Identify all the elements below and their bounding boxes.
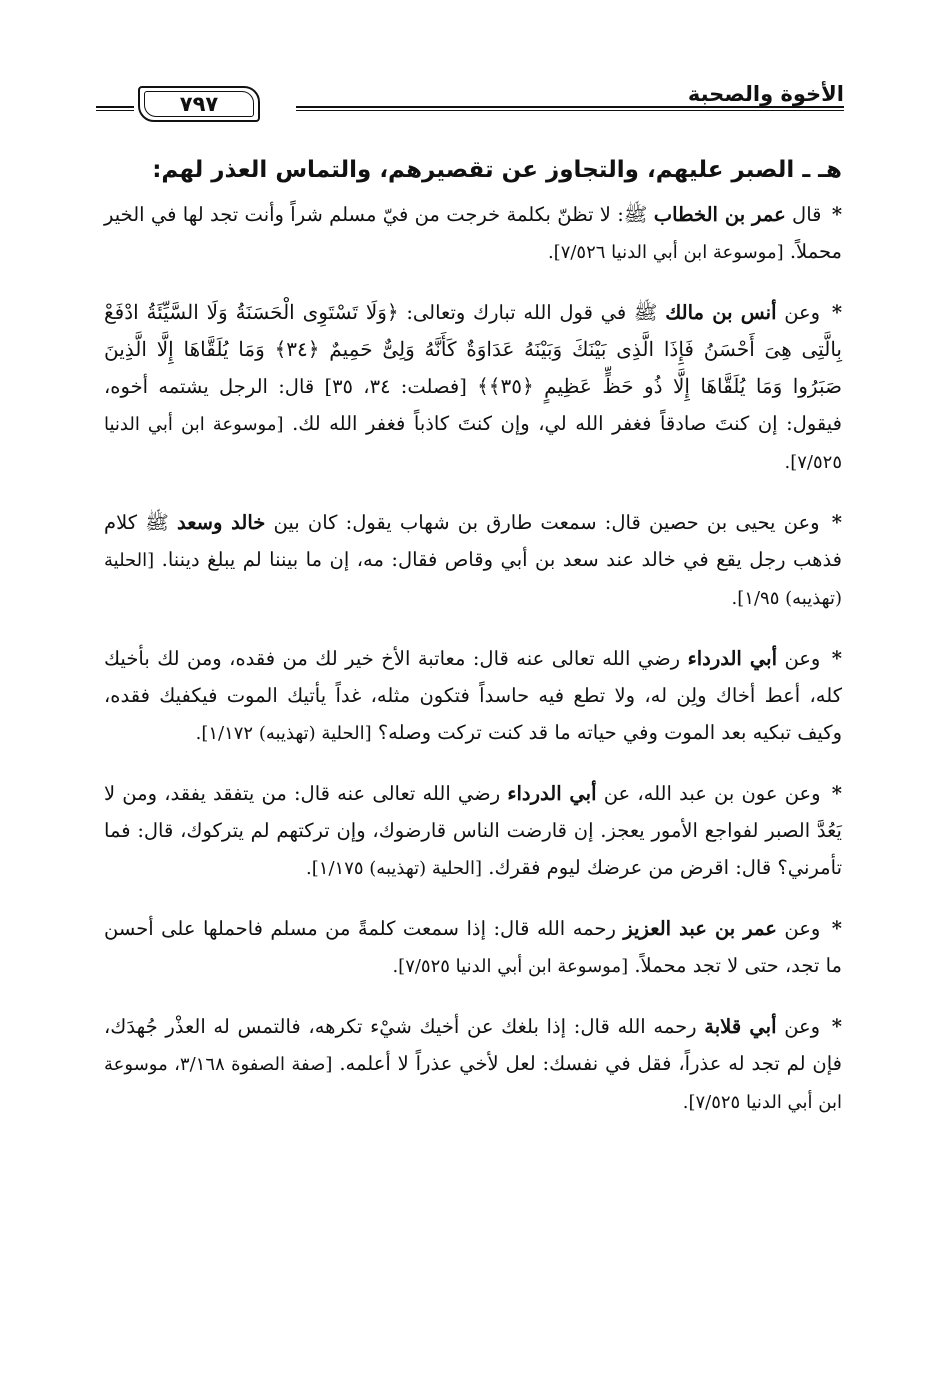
- source-citation: [موسوعة ابن أبي الدنيا ٧/٥٢٥].: [392, 956, 629, 977]
- source-citation: [موسوعة ابن أبي الدنيا ٧/٥٢٥].: [104, 414, 842, 473]
- narrator-name: أنس بن مالك: [665, 301, 777, 324]
- source-citation: [الحلية (تهذيبه) ١/٩٥].: [104, 550, 842, 609]
- paragraph: * وعن أنس بن مالك ﷺ في قول الله تبارك وتعالى: ﴿وَلَا تَسْتَوِى الْحَسَنَةُ وَلَا السَّيِّئَةُ ادْفَعْ بِالَّتِى هِىَ أَحْسَنُ فَإِذَا الَّذِى بَيْنَكَ وَبَيْنَهُ عَدَاوَةٌ كَأَنَّهُ وَلِىٌّ حَمِيمٌ ﴿٣٤﴾ وَمَا يُلَقَّاهَا إِلَّا الَّذِينَ صَبَرُوا وَمَا يُلَقَّاهَا إِلَّا ذُو حَظٍّ عَظِيمٍ ﴿٣٥﴾﴾ [فصلت: ٣٤، ٣٥] قال: الرجل يشتمه أخوه، فيقول: إن كنتَ صادقاً فغفر الله لي، وإن كنتَ كاذباً فغفر الله لك. [موسوعة ابن أبي الدنيا ٧/٥٢٥].: [104, 300, 843, 473]
- page-number: ٧٩٧: [144, 91, 254, 117]
- narrator-name: عمر بن عبد العزيز: [623, 917, 777, 940]
- honorific: ﷺ: [633, 301, 658, 324]
- section-heading: هـ ـ الصبر عليهم، والتجاوز عن تقصيرهم، والتماس العذر لهم:: [152, 157, 842, 183]
- honorific: ﷺ: [623, 203, 648, 226]
- paragraph: * وعن عمر بن عبد العزيز رحمه الله قال: إذا سمعت كلمةً من مسلم فاحملها على أحسن ما تجد، حتى لا تجد محملاً. [موسوعة ابن أبي الدنيا ٧/٥٢٥].: [104, 917, 842, 977]
- source-citation: [الحلية (تهذيبه) ١/١٧٢].: [195, 723, 372, 744]
- paragraph: * وعن عون بن عبد الله، عن أبي الدرداء رضي الله تعالى عنه قال: من يتفقد يفقد، ومن لا يَعُدَّ الصبر لفواجع الأمور يعجز. إن قارضت الناس قارضوك، وإن تركتهم لم يتركوك، قال: فما تأمرني؟ قال: اقرض من عرضك ليوم فقرك. [الحلية (تهذيبه) ١/١٧٥].: [104, 782, 842, 879]
- narrator-name: أبي الدرداء: [687, 647, 777, 670]
- paragraph: * وعن أبي الدرداء رضي الله تعالى عنه قال: معاتبة الأخ خير لك من فقده، ومن لك بأخيك كله، أعط أخاك ولِن له، ولا تطع فيه حاسداً فتكون مثله، غداً يأتيك الموت فيكفيك فقده، وكيف تبكيه بعد الموت وفي حياته ما قد كنت تركت وصله؟ [الحلية (تهذيبه) ١/١٧٢].: [104, 647, 842, 744]
- header-rule-short: [96, 106, 134, 111]
- quran-verse: ﴿وَلَا تَسْتَوِى الْحَسَنَةُ وَلَا السَّيِّئَةُ ادْفَعْ بِالَّتِى هِىَ أَحْسَنُ فَإِذَا الَّذِى بَيْنَكَ وَبَيْنَهُ عَدَاوَةٌ كَأَنَّهُ وَلِىٌّ حَمِيمٌ ﴿٣٤﴾ وَمَا يُلَقَّاهَا إِلَّا الَّذِينَ صَبَرُوا وَمَا يُلَقَّاهَا إِلَّا ذُو حَظٍّ عَظِيمٍ ﴿٣٥﴾﴾: [104, 300, 843, 398]
- honorific: رحمه الله: [617, 1015, 697, 1038]
- paragraph: * قال عمر بن الخطاب ﷺ: لا تظنّ بكلمة خرجت من فيّ مسلم شراً وأنت تجد لها في الخير محملاً. [موسوعة ابن أبي الدنيا ٧/٥٢٦].: [104, 203, 843, 263]
- page-header: [96, 76, 844, 126]
- page-body: [104, 150, 842, 1144]
- source-citation: [صفة الصفوة ٣/١٦٨، موسوعة ابن أبي الدنيا ٧/٥٢٥].: [104, 1054, 842, 1113]
- source-citation: [موسوعة ابن أبي الدنيا ٧/٥٢٦].: [547, 242, 784, 263]
- narrator-name: عمر بن الخطاب: [653, 203, 786, 226]
- running-title: الأخوة والصحبة: [687, 82, 844, 106]
- paragraph: * وعن أبي قلابة رحمه الله قال: إذا بلغك عن أخيك شيْء تكرهه، فالتمس له العذْر جُهدَك، فإن لم تجد له عذراً، فقل في نفسك: لعل لأخي عذراً لا أعلمه. [صفة الصفوة ٣/١٦٨، موسوعة ابن أبي الدنيا ٧/٥٢٥].: [104, 1015, 842, 1113]
- narrator-name: أبي الدرداء: [507, 782, 597, 805]
- source-citation: [الحلية (تهذيبه) ١/١٧٥].: [306, 858, 483, 879]
- header-rule: [296, 106, 844, 111]
- honorific: ﷺ: [145, 511, 169, 534]
- narrator-name: أبي قلابة: [704, 1015, 777, 1038]
- page-number-frame: [138, 86, 260, 122]
- paragraph: * وعن يحيى بن حصين قال: سمعت طارق بن شهاب يقول: كان بين خالد وسعد ﷺ كلام فذهب رجل يقع في خالد عند سعد بن أبي وقاص فقال: مه، إن ما بيننا لم يبلغ ديننا. [الحلية (تهذيبه) ١/٩٥].: [104, 511, 843, 609]
- honorific: رحمه الله: [536, 917, 616, 940]
- narrator-name: خالد وسعد: [176, 511, 266, 534]
